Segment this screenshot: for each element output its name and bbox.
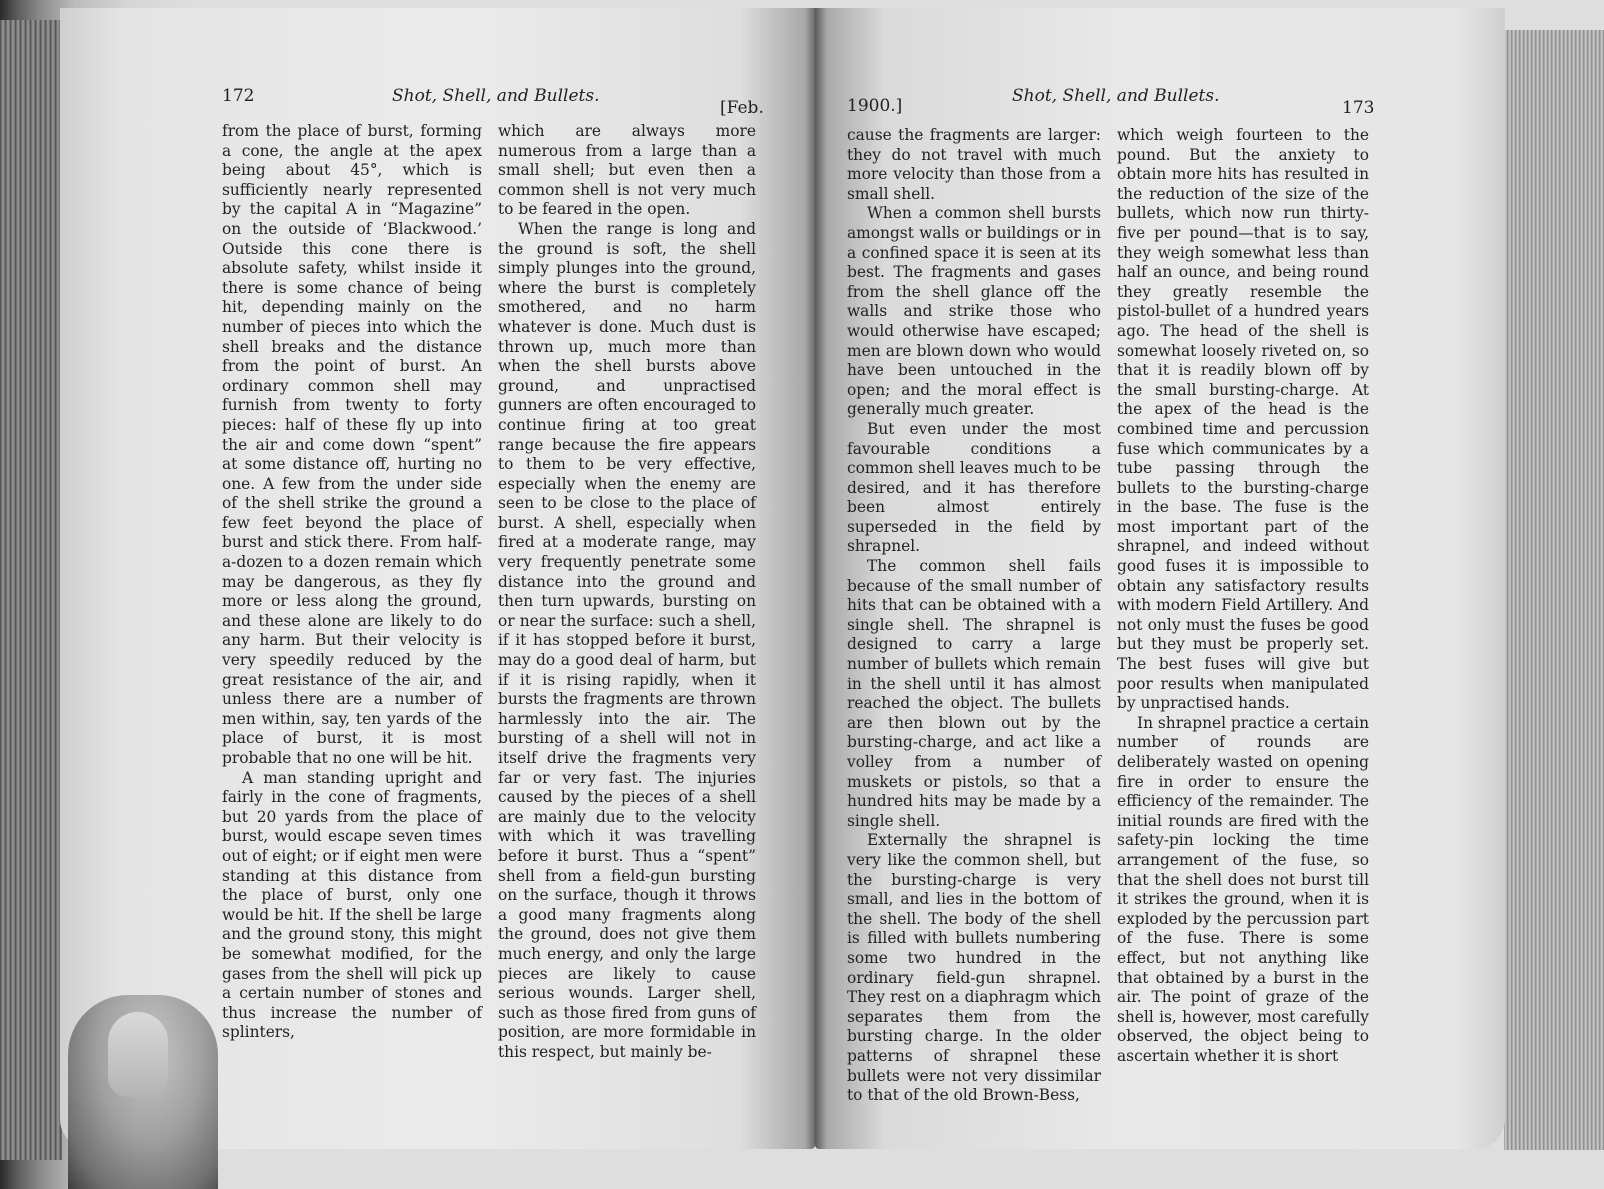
paragraph: Externally the shrapnel is very like the common shell, but the bursting-charge is very small, and lies in the bottom of the shell. The body of the shell is filled with bullets numbering some two hundred in the ordinary field-gun shrapnel. They rest on a diaphragm which separates them from the bursting charge. In the older patterns of shrapnel these bullets were not very dissimilar to that of the old Brown-Bess, [847, 831, 1101, 1105]
book-edge-right [1504, 30, 1604, 1150]
paragraph: from the place of burst, forming a cone, the angle at the apex being about 45°, which is sufficiently nearly represented by the capital A in “Magazine” on the outside of ‘Blackwood.’ Outside this cone there is absolute safety, whilst inside it there is some chance of being hit, depending mainly on the number of pieces into which the shell breaks and the distance from the point of burst. An ordinary common shell may furnish from twenty to forty pieces: half of these fly up into the air and come down “spent” at some distance off, hurting no one. A few from the under side of the shell strike the ground a few feet beyond the place of burst and stick there. From half-a-dozen to a dozen remain which may be dangerous, as they fly more or less along the ground, and these alone are likely to do any harm. But their velocity is very speedily reduced by the great resistance of the air, and unless there are a number of men within, say, ten yards of the place of burst, it is most probable that no one will be hit. [222, 122, 482, 767]
running-date: [Feb. [720, 98, 764, 118]
paragraph: In shrapnel practice a certain number of rounds are deliberately wasted on opening fire in order to ensure the efficiency of the remainder. The initial rounds are fired with the safety-pin locking the time arrangement of the fuse, so that the shell does not burst till it strikes the ground, when it is exploded by the percussion part of the fuse. There is some effect, but not anything like that obtained by a burst in the air. The point of graze of the shell is, however, most carefully observed, the object being to ascertain whether it is short [1117, 713, 1370, 1065]
left-page [60, 8, 815, 1149]
left-page-column-1 [222, 122, 482, 1082]
paragraph: When a common shell bursts amongst walls or buildings or in a confined space it is seen at its best. The fragments and gases from the shell glance off the walls and strike those who would otherwise have escaped; men are blown down who would have been untouched in the open; and the moral effect is generally much greater. [847, 204, 1101, 419]
page-number: 173 [1342, 98, 1375, 118]
paragraph: The common shell fails because of the small number of hits that can be obtained with a single shell. The shrapnel is designed to carry a large number of bullets which remain in the shell until it has almost reached the object. The bullets are then blown out by the bursting-charge, and act like a volley from a number of muskets or pistols, so that a hundred hits may be made by a single shell. [847, 557, 1101, 830]
right-page [815, 8, 1505, 1149]
paragraph: When the range is long and the ground is soft, the shell simply plunges into the ground, where the burst is completely smothered, and no harm whatever is done. Much dust is thrown up, much more than when the shell bursts above ground, and unpractised gunners are often encouraged to continue firing at too great range because the fire appears to them to be very effective, especially when the enemy are seen to be close to the place of burst. A shell, especially when fired at a moderate range, may very frequently penetrate some distance into the ground and then turn upwards, bursting on or near the surface: such a shell, if it has stopped before it burst, may do a good deal of harm, but if it is rising rapidly, when it bursts the fragments are thrown harmlessly into the air. The bursting of a shell will not in itself drive the fragments very far or very fast. The injuries caused by the pieces of a shell are mainly due to the velocity with which it was travelling before it burst. Thus a “spent” shell from a field-gun bursting on the surface, though it throws a good many fragments along the ground, does not give them much energy, and only the large pieces are likely to cause serious wounds. Larger shell, such as those fired from guns of position, are more formidable in this respect, but mainly be- [498, 219, 756, 1061]
page-number: 172 [222, 86, 255, 106]
paragraph: cause the fragments are larger: they do not travel with much more velocity than those from a small shell. [847, 126, 1101, 203]
running-title: Shot, Shell, and Bullets. [392, 86, 600, 106]
thumbnail [108, 1012, 168, 1097]
right-page-header [847, 86, 1377, 120]
paragraph: A man standing upright and fairly in the cone of fragments, but 20 yards from the place of burst, would escape seven times out of eight; or if eight men were standing at this distance from the place of burst, only one would be hit. If the shell be large and the ground stony, this might be somewhat modified, for the gases from the shell will pick up a certain number of stones and thus increase the number of splinters, [222, 768, 482, 1042]
paragraph: which weigh fourteen to the pound. But the anxiety to obtain more hits has resulted in the reduction of the size of the bullets, which now run thirty-five per pound—that is to say, they weigh somewhat less than half an ounce, and being round they greatly resemble the pistol-bullet of a hundred years ago. The head of the shell is somewhat loosely riveted on, so that it is readily blown off by the small bursting-charge. At the apex of the head is the combined time and percussion fuse which communicates by a tube passing through the bullets to the bursting-charge in the base. The fuse is the most important part of the shrapnel, and indeed without good fuses it is impossible to obtain any satisfactory results with modern Field Artillery. And not only must the fuses be good but they must be properly set. The best fuses will give but poor results when manipulated by unpractised hands. [1117, 126, 1369, 713]
right-page-column-1 [847, 126, 1101, 1105]
left-page-header [222, 86, 812, 120]
paragraph: which are always more numerous from a large than a small shell; but even then a common shell is not very much to be feared in the open. [498, 122, 756, 219]
running-date: 1900.] [847, 96, 903, 116]
right-page-column-2 [1117, 126, 1369, 1086]
left-page-column-2 [498, 122, 756, 1082]
running-title: Shot, Shell, and Bullets. [1012, 86, 1220, 106]
paragraph: But even under the most favourable conditions a common shell leaves much to be desired, and it has therefore been almost entirely superseded in the field by shrapnel. [847, 419, 1101, 556]
book-edge-left [0, 20, 62, 1160]
